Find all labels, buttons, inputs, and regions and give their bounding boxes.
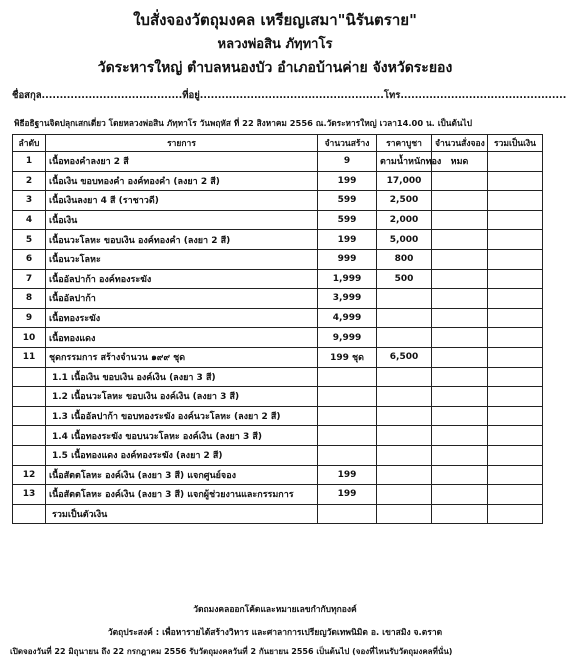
row-price [377,308,432,328]
row-order-input[interactable] [432,328,488,348]
row-qty: 1,999 [318,269,377,289]
row-no [13,387,46,407]
row-total-input[interactable] [488,152,543,172]
row-order-input[interactable] [432,426,488,446]
row-total-input[interactable] [488,210,543,230]
row-qty: 199 [318,230,377,250]
order-table [12,134,543,524]
row-price: 2,500 [377,191,432,211]
form-title: ใบสั่งจองวัตถุมงคล เหรียญเสมา"นิรันตราย" [133,11,417,29]
row-item: เนื้อสัตตโลหะ องค์เงิน (ลงยา 3 สี) แจกศูนย์จอง [46,465,318,485]
row-order-input[interactable] [432,171,488,191]
row-order-input[interactable] [432,347,488,367]
row-no: 13 [13,485,46,505]
table-row [13,485,543,505]
row-order-input[interactable]: หมด [432,152,488,172]
row-price: 2,000 [377,210,432,230]
row-qty: 199 ชุด [318,347,377,367]
table-row [13,152,543,172]
row-qty: 4,999 [318,308,377,328]
row-item: รวมเป็นตัวเงิน [46,504,318,524]
row-qty [318,426,377,446]
row-total-input[interactable] [488,465,543,485]
row-no: 7 [13,269,46,289]
row-no: 12 [13,465,46,485]
header-price: ราคาบูชา [377,135,432,152]
row-no: 4 [13,210,46,230]
row-total-input[interactable] [488,504,543,524]
row-total-input[interactable] [488,485,543,505]
row-price: 800 [377,249,432,269]
row-total-input[interactable] [488,269,543,289]
row-order-input[interactable] [432,445,488,465]
row-total-input[interactable] [488,171,543,191]
row-order-input[interactable] [432,465,488,485]
row-no [13,406,46,426]
row-no: 11 [13,347,46,367]
table-row [13,308,543,328]
table-row [13,367,543,387]
row-price [377,426,432,446]
ceremony-note: พิธีอธิฐานจิตปลุกเสกเดี่ยว โดยหลวงพ่อสิน ภัทฺทาโร วันพฤหัส ที่ 22 สิงหาคม 2556 ณ.วัดระหารใหญ่ เวลา14.00 น. เป็นต้นไป [14,118,472,128]
row-qty: 199 [318,171,377,191]
header-no: ลำดับ [13,135,46,152]
row-qty [318,367,377,387]
row-total-input[interactable] [488,426,543,446]
row-order-input[interactable] [432,230,488,250]
row-item: เนื้อนวะโลหะ [46,249,318,269]
customer-info-line[interactable]: ชื่อสกุล.......................................ที่อยู่...................................................โทร.............................................. [12,90,566,101]
header-order: จำนวนสั่งจอง [432,135,488,152]
row-no: 9 [13,308,46,328]
row-price [377,485,432,505]
row-no: 1 [13,152,46,172]
row-no [13,367,46,387]
row-order-input[interactable] [432,249,488,269]
row-qty: 599 [318,210,377,230]
row-qty: 199 [318,485,377,505]
row-no [13,426,46,446]
temple-address: วัดระหารใหญ่ ตำบลหนองบัว อำเภอบ้านค่าย จังหวัดระยอง [97,60,453,76]
row-item: 1.5 เนื้อทองแดง องค์ทองระฆัง (ลงยา 2 สี) [46,445,318,465]
row-total-input[interactable] [488,308,543,328]
row-no: 10 [13,328,46,348]
row-order-input[interactable] [432,406,488,426]
row-no: 8 [13,289,46,309]
row-order-input[interactable] [432,308,488,328]
header-qty: จำนวนสร้าง [318,135,377,152]
row-item: เนื้อสัตตโลหะ องค์เงิน (ลงยา 3 สี) แจกผู้ช่วยงานและกรรมการ [46,485,318,505]
row-item: เนื้อนวะโลหะ ขอบเงิน องค์ทองคำ (ลงยา 2 สี) [46,230,318,250]
row-item: เนื้ออัลปาก้า [46,289,318,309]
footer-booking-dates: เปิดจองวันที่ 22 มิถุนายน ถึง 22 กรกฎาคม 2556 รับวัตถุมงคลวันที่ 2 กันยายน 2556 เป็นต้นไป (จองที่ไหนรับวัตถุมงคลที่นั่น) [10,647,453,656]
row-item: เนื้อทองแดง [46,328,318,348]
row-item: 1.2 เนื้อนวะโลหะ ขอบเงิน องค์เงิน (ลงยา 3 สี) [46,387,318,407]
row-qty: 9 [318,152,377,172]
row-no: 2 [13,171,46,191]
footer-purpose: วัตถุประสงค์ : เพื่อหารายได้สร้างวิหาร และศาลาการเปรียญวัดเทพนิมิต อ. เขาสมิง จ.ตราด [107,628,443,638]
row-order-input[interactable] [432,191,488,211]
row-price [377,406,432,426]
row-qty [318,406,377,426]
row-qty: 999 [318,249,377,269]
row-item: 1.3 เนื้ออัลปาก้า ขอบทองระฆัง องค์นวะโลหะ (ลงยา 2 สี) [46,406,318,426]
row-total-input[interactable] [488,347,543,367]
row-item: เนื้อทองคำลงยา 2 สี [46,152,318,172]
row-item: เนื้อทองระฆัง [46,308,318,328]
row-price [377,367,432,387]
table-row [13,504,543,524]
row-no: 5 [13,230,46,250]
table-header-row [13,135,543,152]
row-no: 6 [13,249,46,269]
row-order-input[interactable] [432,485,488,505]
row-order-input[interactable] [432,210,488,230]
row-qty [318,387,377,407]
row-order-input[interactable] [432,269,488,289]
row-no: 3 [13,191,46,211]
table-row [13,230,543,250]
header-item: รายการ [46,135,318,152]
header-total: รวมเป็นเงิน [488,135,543,152]
row-order-input[interactable] [432,367,488,387]
row-qty [318,445,377,465]
row-item: ชุดกรรมการ สร้างจำนวน ๑๙๙ ชุด [46,347,318,367]
row-price [377,504,432,524]
row-total-input[interactable] [488,289,543,309]
row-order-input[interactable] [432,387,488,407]
table-row [13,426,543,446]
row-price: 5,000 [377,230,432,250]
table-row [13,269,543,289]
row-total-input[interactable] [488,328,543,348]
row-no [13,445,46,465]
row-price [377,387,432,407]
row-qty: 3,999 [318,289,377,309]
row-no [13,504,46,524]
row-item: เนื้ออัลปาก้า องค์ทองระฆัง [46,269,318,289]
row-qty: 9,999 [318,328,377,348]
row-price [377,465,432,485]
row-item: 1.1 เนื้อเงิน ขอบเงิน องค์เงิน (ลงยา 3 สี) [46,367,318,387]
row-item: เนื้อเงิน ขอบทองคำ องค์ทองคำ (ลงยา 2 สี) [46,171,318,191]
row-total-input[interactable] [488,249,543,269]
table-row [13,210,543,230]
row-qty: 199 [318,465,377,485]
row-total-input[interactable] [488,230,543,250]
table-row [13,347,543,367]
row-total-input[interactable] [488,445,543,465]
footer-code-note: วัดถมงคลออกโค้ดและหมายเลขกำกับทุกองค์ [193,605,357,615]
row-total-input[interactable] [488,367,543,387]
row-price: ตามน้ำหนักทอง [377,152,432,172]
table-row [13,445,543,465]
row-order-input[interactable] [432,289,488,309]
table-row [13,387,543,407]
row-total-input[interactable] [488,406,543,426]
table-row [13,465,543,485]
row-total-input[interactable] [488,387,543,407]
row-qty [318,504,377,524]
row-price [377,445,432,465]
table-row [13,406,543,426]
row-price: 6,500 [377,347,432,367]
table-row [13,249,543,269]
row-item: 1.4 เนื้อทองระฆัง ขอบนวะโลหะ องค์เงิน (ลงยา 3 สี) [46,426,318,446]
row-total-input[interactable] [488,191,543,211]
table-row [13,289,543,309]
monk-name: หลวงพ่อสิน ภัทฺทาโร [217,37,333,52]
row-qty: 599 [318,191,377,211]
table-row [13,328,543,348]
row-item: เนื้อเงิน [46,210,318,230]
row-item: เนื้อเงินลงยา 4 สี (ราชาวดี) [46,191,318,211]
row-price: 500 [377,269,432,289]
table-row [13,171,543,191]
row-price [377,328,432,348]
row-order-input[interactable] [432,504,488,524]
row-price [377,289,432,309]
row-price: 17,000 [377,171,432,191]
table-row [13,191,543,211]
